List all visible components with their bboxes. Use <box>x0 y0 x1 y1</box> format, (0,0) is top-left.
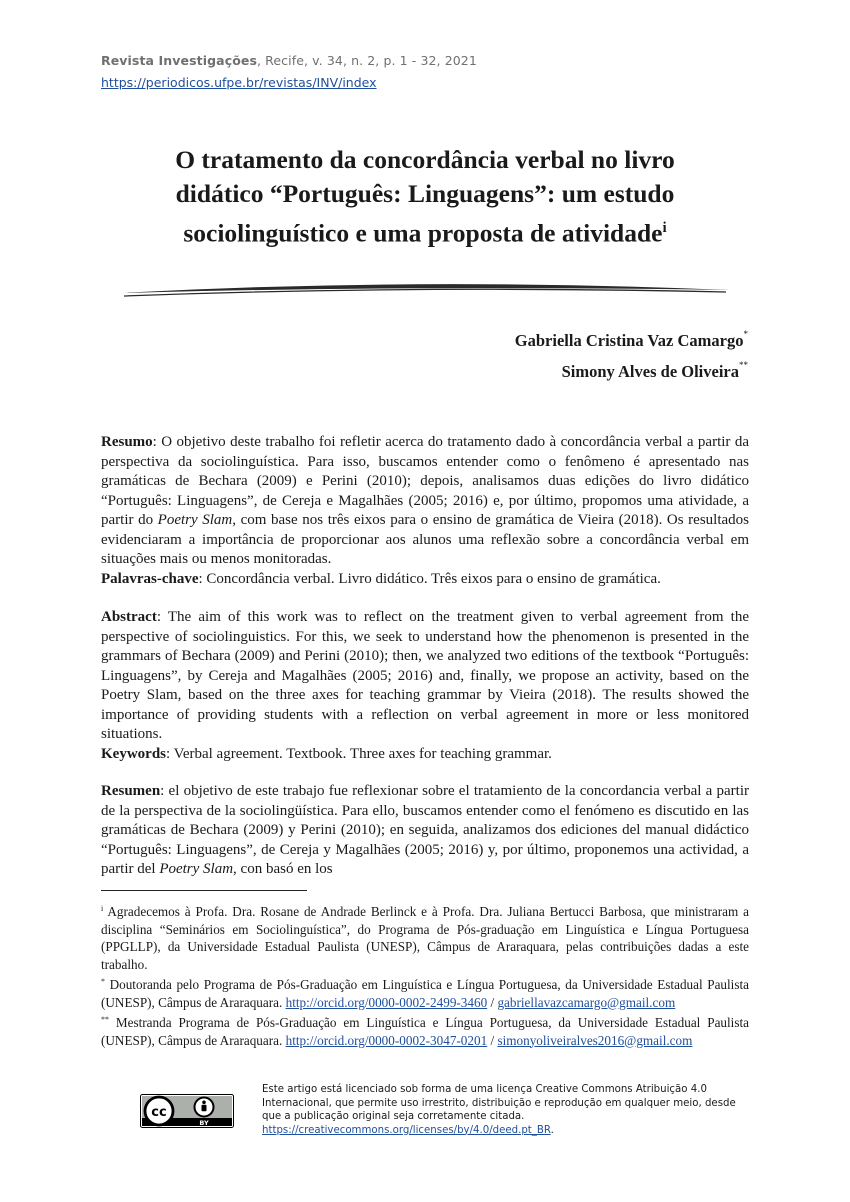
author-1-mark: * <box>743 329 748 339</box>
resumo-poetry-slam: Poetry Slam <box>157 512 233 528</box>
abstract-label: Abstract <box>101 609 157 625</box>
resumo-text-b: , com base nos três eixos para o ensino de gramática de Vieira (2018). Os resultados evidenciaram a importância de proporcionar aos alunos uma reflexão sobre a concordância verbal em situações mais ou menos monitoradas. <box>101 512 749 567</box>
license-notice <box>262 1083 752 1137</box>
author-2-mark: ** <box>739 360 748 370</box>
title-note-mark: i <box>662 220 667 236</box>
title-line-3 <box>60 211 790 251</box>
orcid-link-2[interactable]: http://orcid.org/0000-0002-3047-0201 <box>285 1032 488 1048</box>
footnote-separator <box>101 890 307 891</box>
resumen-label: Resumen <box>101 783 161 799</box>
title-line-3-text: sociolinguístico e uma proposta de atividade <box>183 218 663 248</box>
license-text: Este artigo está licenciado sob forma de uma licença Creative Commons Atribuição 4.0 Internacional, que permite uso irrestrito, distribuição e reprodução em qualquer meio, desde que a publicação original seja corretamente citada. <box>262 1084 736 1122</box>
title-divider-swash <box>118 279 732 301</box>
journal-volume: , Recife, v. 34, n. 2, p. 1 - 32, 2021 <box>257 53 477 68</box>
article-title <box>60 143 790 251</box>
email-link-2[interactable]: simonyoliveiralves2016@gmail.com <box>497 1032 693 1048</box>
license-url-suffix: . <box>550 1124 554 1136</box>
resumo-label: Resumo <box>101 434 153 450</box>
footnote-author-1 <box>101 973 749 1011</box>
author-2 <box>515 353 748 384</box>
footnote-2-text: Mestranda Programa de Pós-Graduação em Linguística e Língua Portuguesa, da Universidade Estadual Paulista (UNESP), Câmpus de Araraquara. <box>101 1015 749 1048</box>
journal-url-link[interactable]: https://periodicos.ufpe.br/revistas/INV/index <box>101 75 377 90</box>
footnote-author-2 <box>101 1011 749 1049</box>
footnotes <box>101 900 749 1049</box>
email-link-1[interactable]: gabriellavazcamargo@gmail.com <box>497 994 676 1010</box>
author-list <box>515 322 748 384</box>
keywords-text: : Verbal agreement. Textbook. Three axes for teaching grammar. <box>166 745 552 762</box>
license-url-line <box>262 1124 752 1138</box>
title-line-1: O tratamento da concordância verbal no livro <box>175 145 675 174</box>
footnote-2-mark: ** <box>101 1015 109 1024</box>
resumo-paragraph <box>101 433 749 570</box>
abstract-section <box>101 608 749 764</box>
cc-by-license-badge-icon[interactable] <box>140 1094 234 1128</box>
footnote-2-sep: / <box>487 1032 498 1048</box>
author-1 <box>515 322 748 353</box>
title-line-2: didático “Português: Linguagens”: um estudo <box>175 179 675 208</box>
resumo-text-a: : O objetivo deste trabalho foi refletir acerca do tratamento dado à concordância verbal a partir da perspectiva da sociolinguística. Para isso, buscamos entender como o fenômeno é apresentado nas gramáticas de Bechara (2009) e Perini (2010); depois, analisamos duas edições do livro didático “Português: Linguagens”, de Cereja e Magalhães (2005; 2016) e, por último, propomos uma atividade, a partir do <box>101 434 749 528</box>
footnote-1-text: Doutoranda pelo Programa de Pós-Graduação em Linguística e Língua Portuguesa, da Universidade Estadual Paulista (UNESP), Câmpus de Araraquara. <box>101 977 749 1010</box>
palavras-chave-label: Palavras-chave <box>101 570 199 587</box>
abstract-text: : The aim of this work was to reflect on the treatment given to verbal agreement from the perspective of sociolinguistics. For this, we seek to understand how the phenomenon is presented in the grammars of Bechara (2009) and Perini (2010); then, we analyzed two editions of the textbook “Português: Linguagens”, by Cereja and Magalhães (2005; 2016) and, finally, we propose an activity, based on the Poetry Slam, based on the three axes for teaching grammar by Vieira (2018). The results showed the importance of providing students with a reflection on verbal agreement in more or less monitored situations. <box>101 609 749 742</box>
journal-citation <box>101 53 477 68</box>
license-url-link[interactable]: https://creativecommons.org/licenses/by/4.0/deed.pt_BR <box>262 1124 551 1136</box>
resumo-section <box>101 433 749 589</box>
resumen-section <box>101 782 749 880</box>
by-badge-text: BY <box>199 1119 209 1127</box>
palavras-chave-text: : Concordância verbal. Livro didático. Três eixos para o ensino de gramática. <box>198 570 661 587</box>
footnote-i-text: Agradecemos à Profa. Dra. Rosane de Andrade Berlinck e à Profa. Dra. Juliana Bertucci Barbosa, que ministraram a disciplina “Seminários em Sociolinguística”, do Programa de Pós-graduação em Linguística e Língua Portuguesa (PPGLLP), da Universidade Estadual Paulista (UNESP), Câmpus de Araraquara, pelas contribuições dadas a este trabalho. <box>101 904 749 972</box>
resumen-poetry-slam: Poetry Slam <box>159 861 234 877</box>
keywords-label: Keywords <box>101 745 166 762</box>
footnote-i <box>101 900 749 973</box>
resumen-paragraph <box>101 782 749 880</box>
footnote-i-mark: i <box>101 904 104 913</box>
abstract-paragraph <box>101 608 749 745</box>
author-2-name: Simony Alves de Oliveira <box>561 362 739 381</box>
resumen-text-b: , con basó en los <box>233 861 333 877</box>
author-1-name: Gabriella Cristina Vaz Camargo <box>514 331 744 350</box>
footnote-1-sep: / <box>487 994 498 1010</box>
cc-badge-text: cc <box>151 1105 167 1120</box>
journal-name: Revista Investigações <box>101 53 258 68</box>
resumen-text-a: : el objetivo de este trabajo fue reflexionar sobre el tratamiento de la concordancia verbal a partir de la perspectiva de la sociolingüística. Para ello, buscamos entender como el fenómeno es discutido en las gramáticas de Bechara (2009) y Perini (2010); en seguida, analizamos dos ediciones del manual didáctico “Português: Linguagens”, de Cereja y Magalhães (2005; 2016) y, por último, proponemos una actividad, a partir del <box>101 783 749 877</box>
palavras-chave <box>101 570 749 590</box>
orcid-link-1[interactable]: http://orcid.org/0000-0002-2499-3460 <box>285 994 488 1010</box>
keywords <box>101 745 749 765</box>
footnote-1-mark: * <box>101 977 105 986</box>
